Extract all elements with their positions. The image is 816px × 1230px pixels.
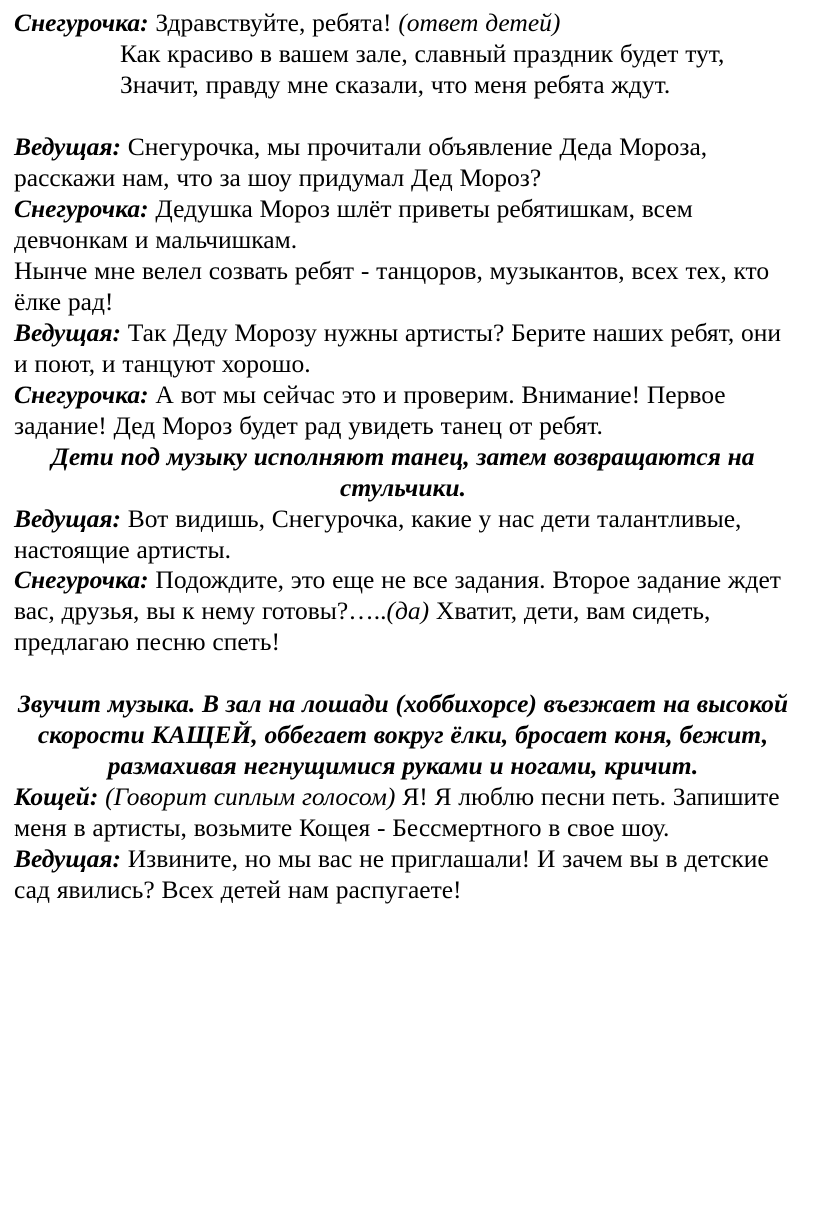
paragraph-veduschaya-question: [14, 132, 792, 194]
paragraph-koschei-speech: [14, 782, 792, 844]
blank-line: [14, 101, 792, 132]
speaker-label: Кощей:: [14, 782, 99, 812]
paragraph-text: Здравствуйте, ребята!: [148, 8, 399, 37]
paragraph-text: А вот мы сейчас это и проверим. Внимание! Первое задание! Дед Мороз будет рад увидеть танец от ребят.: [14, 379, 726, 440]
speaker-label: Снегурочка:: [14, 8, 149, 37]
blank-line: [14, 658, 792, 689]
paragraph-verse-line-1: [14, 39, 792, 70]
paragraph-veduschaya-refusal: [14, 844, 792, 906]
paragraph-snegurochka-first-task: [14, 380, 792, 442]
paragraph-veduschaya-artists: [14, 318, 792, 380]
speaker-label: Снегурочка:: [14, 193, 149, 223]
paragraph-text-after: Я! Я люблю песни петь. Запишите меня в артисты, возьмите Кощея - Бессмертного в свое шоу.: [14, 782, 780, 843]
speaker-label: Ведущая:: [14, 317, 121, 347]
speaker-label: Снегурочка:: [14, 565, 149, 595]
paragraph-text: Извините, но мы вас не приглашали! И зачем вы в детские сад явились? Всех детей нам распугаете!: [14, 844, 769, 905]
paragraph-text: Снегурочка, мы прочитали объявление Деда Мороза, расскажи нам, что за шоу придумал Дед Мороз?: [14, 131, 708, 192]
stage-direction-text: Звучит музыка. В зал на лошади (хоббихорсе) въезжает на высокой скорости КАЩЕЙ, оббегает вокруг ёлки, бросает коня, бежит, размахивая негнущимися руками и ногами, кричит.: [17, 689, 789, 781]
speaker-label: Ведущая:: [14, 844, 121, 874]
paragraph-text: Значит, правду мне сказали, что меня ребята ждут.: [120, 69, 671, 99]
speaker-label: Ведущая:: [14, 503, 121, 533]
paragraph-snegurochka-continued: [14, 256, 792, 318]
stage-direction-dance: [14, 442, 792, 504]
paragraph-snegurochka-answer: [14, 194, 792, 256]
stage-note: (да): [386, 596, 430, 626]
stage-direction-koschei-entrance: [14, 689, 792, 782]
paragraph-veduschaya-talented: [14, 504, 792, 566]
stage-direction-text: Дети под музыку исполняют танец, затем возвращаются на стульчики.: [51, 441, 755, 502]
paragraph-text: Дедушка Мороз шлёт приветы ребятишкам, всем девчонкам и мальчишкам.: [14, 193, 693, 254]
paragraph-snegurochka-greeting: [14, 8, 792, 39]
paragraph-snegurochka-second-task: [14, 565, 792, 658]
paragraph-text: Вот видишь, Снегурочка, какие у нас дети талантливые, настоящие артисты.: [14, 503, 742, 564]
paragraph-text: Нынче мне велел созвать ребят - танцоров, музыкантов, всех тех, кто ёлке рад!: [14, 255, 770, 316]
stage-note: (Говорит сиплым голосом): [98, 782, 396, 812]
paragraph-text: Как красиво в вашем зале, славный праздник будет тут,: [120, 38, 725, 68]
speaker-label: Ведущая:: [14, 131, 121, 161]
speaker-label: Снегурочка:: [14, 379, 149, 409]
stage-note: (ответ детей): [398, 8, 561, 37]
paragraph-text-after: Хватит, дети, вам сидеть, предлагаю песню спеть!: [14, 596, 711, 657]
paragraph-text: Так Деду Морозу нужны артисты? Берите наших ребят, они и поют, и танцуют хорошо.: [14, 317, 782, 378]
paragraph-verse-line-2: [14, 70, 792, 101]
paragraph-text: Подождите, это еще не все задания. Второе задание ждет вас, друзья, вы к нему готовы?…..: [14, 565, 781, 626]
